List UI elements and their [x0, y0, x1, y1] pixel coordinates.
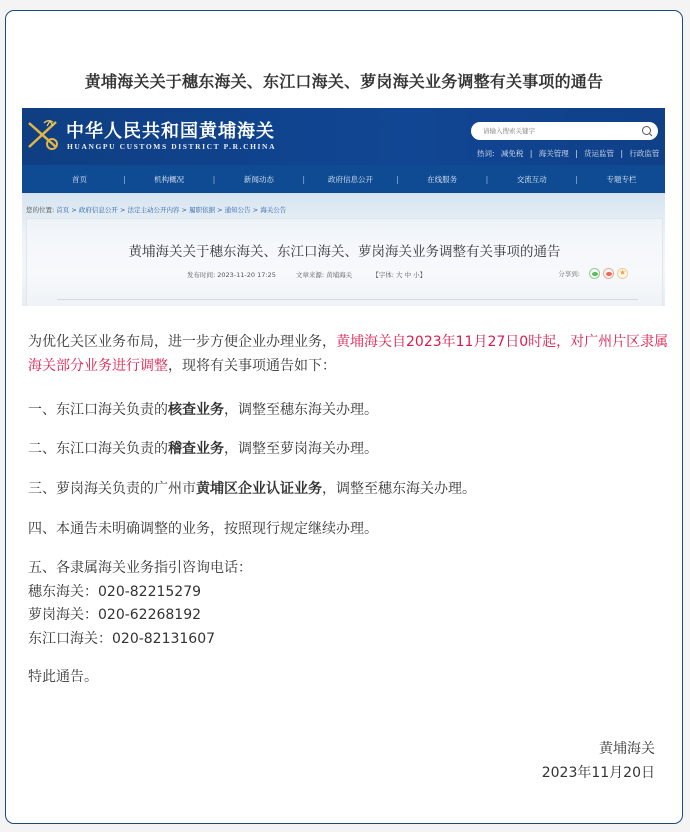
- item-3: [28, 477, 673, 501]
- hotwords-label: 热词:: [477, 149, 495, 158]
- phone-dongjiangkou: 东江口海关：020-82131607: [28, 630, 216, 647]
- breadcrumb-label: 您的位置:: [26, 206, 55, 214]
- nav-divider: |: [212, 174, 216, 184]
- breadcrumb: 您的位置: 首页 > 政府信息公开 > 法定主动公开内容 > 履职依据 > 通知公告 > 海关公告: [26, 206, 287, 214]
- nav-item-about[interactable]: 机构概况: [154, 174, 185, 184]
- nav-divider: |: [485, 174, 489, 184]
- search-placeholder: 请输入搜索关键字: [483, 127, 535, 135]
- signature-org: 黄埔海关: [599, 741, 655, 757]
- weibo-icon[interactable]: [603, 268, 614, 279]
- contact-heading: 五、各隶属海关业务指引咨询电话：: [28, 560, 252, 576]
- breadcrumb-link[interactable]: 通知公告: [224, 206, 251, 214]
- embedded-webpage-screenshot: [22, 108, 665, 306]
- intro-text: ，现将有关事项通告如下：: [168, 358, 336, 374]
- notice-card: [5, 10, 683, 824]
- highlighted-text: 黄埔海关自2023年11月27日0时起，对广州片区隶属海关部分业务进行调整: [28, 334, 669, 374]
- item-text: ，调整至穗东海关办理。: [224, 402, 378, 418]
- nav-divider: |: [575, 174, 578, 184]
- article-meta: [187, 270, 444, 279]
- item-4: 四、本通告未明确调整的业务，按照现行规定继续办理。: [28, 521, 378, 537]
- nav-item-home[interactable]: 首页: [71, 174, 87, 184]
- item-text: 三、萝岗海关负责的广州市: [28, 481, 196, 497]
- item-bold-text: 核查业务: [168, 402, 224, 418]
- nav-item-news[interactable]: 新闻动态: [243, 174, 274, 184]
- share-label: 分享到:: [558, 270, 580, 278]
- customs-emblem-icon: [26, 117, 62, 153]
- page-title: 黄埔海关关于穗东海关、东江口海关、萝岗海关业务调整有关事项的通告: [84, 72, 604, 91]
- article-header: [26, 218, 663, 306]
- hotword-link[interactable]: 减免税: [500, 149, 524, 158]
- hotword-link[interactable]: 货运监管: [584, 149, 615, 158]
- nav-divider: |: [395, 174, 399, 184]
- item-text: ，调整至萝岗海关办理。: [224, 441, 378, 457]
- signature-date: 2023年11月20日: [541, 765, 655, 781]
- divider: [57, 299, 638, 300]
- article-area: [22, 193, 665, 306]
- item-5: [28, 557, 673, 651]
- site-name-cn: 中华人民共和国黄埔海关: [66, 121, 275, 142]
- main-nav: [22, 165, 665, 193]
- item-1: [28, 398, 673, 422]
- wechat-icon[interactable]: [589, 268, 600, 279]
- closing-text: 特此通告。: [28, 669, 98, 685]
- nav-item-online-service[interactable]: 在线服务: [427, 174, 458, 184]
- phone-luogang: 萝岗海关：020-62268192: [28, 607, 202, 623]
- breadcrumb-link[interactable]: 海关公告: [260, 206, 287, 214]
- item-text: ，调整至穗东海关办理。: [322, 481, 476, 497]
- nav-divider: |: [302, 174, 306, 184]
- hotwords: 热词: 减免税 | 海关管理 | 货运监管 | 行政监管: [477, 149, 660, 158]
- item-text: 一、东江口海关负责的: [28, 402, 168, 418]
- intro-text: 为优化关区业务布局，进一步方便企业办理业务，: [28, 334, 336, 350]
- search-input[interactable]: [471, 122, 658, 140]
- intro-paragraph: [28, 330, 673, 378]
- nav-item-special[interactable]: 专题专栏: [606, 174, 637, 184]
- breadcrumb-link[interactable]: 法定主动公开内容: [127, 206, 180, 214]
- phone-suidong: 穗东海关：020-82215279: [28, 583, 202, 600]
- hotword-link[interactable]: 行政监管: [629, 149, 660, 158]
- nav-item-gov-info[interactable]: 政府信息公开: [327, 174, 373, 184]
- favorite-star-icon[interactable]: ★: [619, 268, 627, 277]
- site-header-banner: [22, 108, 665, 165]
- item-bold-text: 黄埔区企业认证业务: [196, 481, 322, 497]
- nav-divider: |: [122, 174, 126, 184]
- font-size-switcher[interactable]: 【字体: 大 中 小】: [372, 271, 427, 279]
- item-bold-text: 稽查业务: [168, 441, 224, 457]
- article-title: 黄埔海关关于穗东海关、东江口海关、萝岗海关业务调整有关事项的通告: [128, 244, 561, 260]
- search-icon[interactable]: [641, 125, 653, 137]
- item-2: [28, 437, 673, 461]
- breadcrumb-link[interactable]: 政府信息公开: [78, 206, 118, 214]
- breadcrumb-link[interactable]: 首页: [56, 206, 70, 214]
- hotword-link[interactable]: 海关管理: [538, 149, 569, 158]
- site-name-en: HUANGPU CUSTOMS DISTRICT P.R.CHINA: [67, 142, 277, 151]
- nav-item-interaction[interactable]: 交流互动: [516, 174, 547, 184]
- share-bar: [558, 268, 628, 279]
- publish-time: 发布时间: 2023-11-20 17:25: [187, 271, 276, 279]
- article-source: 文章来源: 黄埔海关: [295, 271, 353, 279]
- item-text: 二、东江口海关负责的: [28, 441, 168, 457]
- breadcrumb-link[interactable]: 履职依据: [189, 206, 216, 214]
